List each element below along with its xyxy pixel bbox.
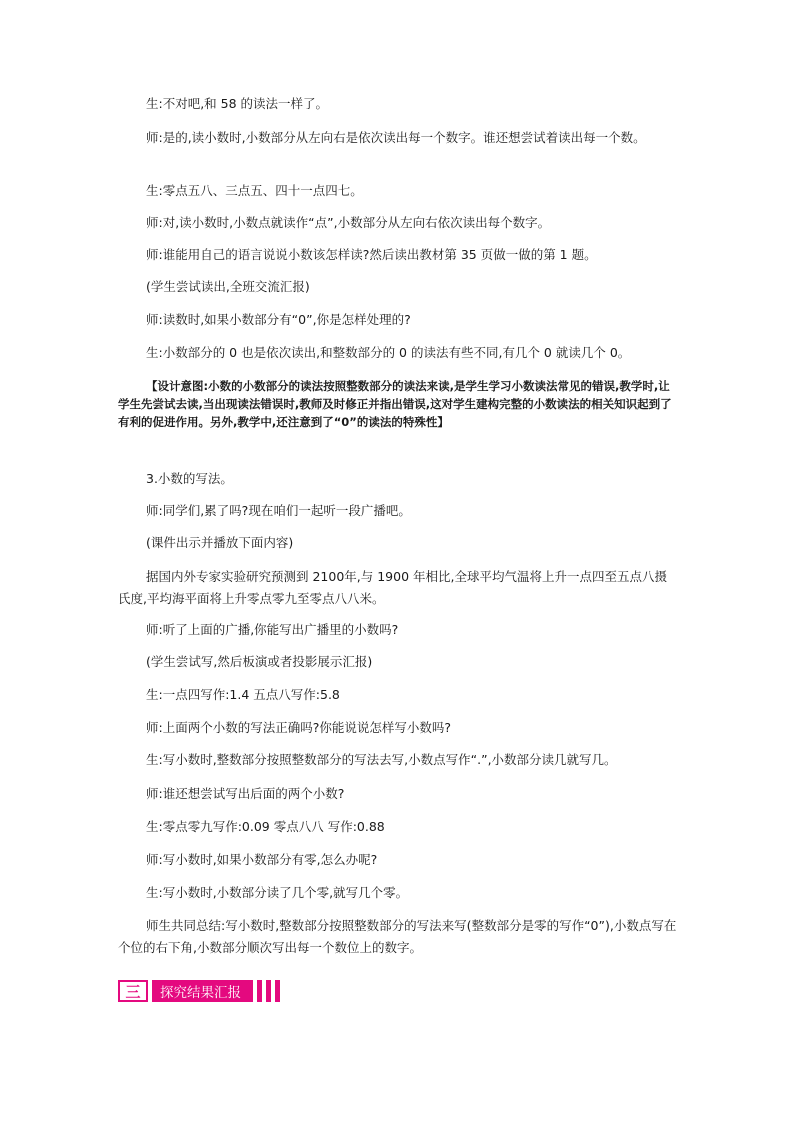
paragraph-teacher-next-numbers: 师:谁还想尝试写出后面的两个小数? <box>146 786 345 801</box>
paragraph-student-examples: 生:零点五八、三点五、四十一点四七。 <box>146 183 363 198</box>
paragraph-student-58: 生:不对吧,和 58 的读法一样了。 <box>146 96 329 111</box>
design-intent-note: 【设计意图:小数的小数部分的读法按照整数部分的读法来读,是学生学习小数读法常见的错误,教学时,让学生先尝试去读,当出现读法错误时,教师及时修正并指出错误,这对学生建构完整的小数读法的相关知识起到了有利的促进作用。另外,教学中,还注意到了“0”的读法的特殊性】 <box>118 379 672 429</box>
section-heading-writing: 3.小数的写法。 <box>146 471 233 486</box>
section-banner <box>118 980 280 1002</box>
paragraph-student-writing-rule: 生:写小数时,整数部分按照整数部分的写法去写,小数点写作“.”,小数部分读几就写几。 <box>146 752 617 767</box>
paragraph-courseware-play: (课件出示并播放下面内容) <box>146 535 294 550</box>
paragraph-teacher-reading-rule: 师:是的,读小数时,小数部分从左向右是依次读出每一个数字。谁还想尝试着读出每一个数。 <box>146 130 646 145</box>
paragraph-student-zero-writing: 生:写小数时,小数部分读了几个零,就写几个零。 <box>146 885 409 900</box>
paragraph-students-try-read: (学生尝试读出,全班交流汇报) <box>146 279 310 294</box>
paragraph-teacher-broadcast: 师:同学们,累了吗?现在咱们一起听一段广播吧。 <box>146 503 411 518</box>
paragraph-student-written-decimals: 生:零点零九写作:0.09 零点八八 写作:0.88 <box>146 819 385 834</box>
banner-stripe-3 <box>275 980 280 1002</box>
paragraph-students-try-write: (学生尝试写,然后板演或者投影展示汇报) <box>146 654 373 669</box>
paragraph-teacher-zero-writing: 师:写小数时,如果小数部分有零,怎么办呢? <box>146 852 378 867</box>
section-number-box: 三 <box>118 980 148 1002</box>
paragraph-teacher-textbook: 师:谁能用自己的语言说说小数该怎样读?然后读出教材第 35 页做一做的第 1 题。 <box>146 247 597 262</box>
banner-stripe-2 <box>266 980 271 1002</box>
paragraph-teacher-correctness: 师:上面两个小数的写法正确吗?你能说说怎样写小数吗? <box>146 720 451 735</box>
paragraph-student-written-numbers: 生:一点四写作:1.4 五点八写作:5.8 <box>146 687 340 702</box>
paragraph-student-zero-answer: 生:小数部分的 0 也是依次读出,和整数部分的 0 的读法有些不同,有几个 0 就读几个 0。 <box>146 345 631 360</box>
paragraph-teacher-write-question: 师:听了上面的广播,你能写出广播里的小数吗? <box>146 622 399 637</box>
banner-stripe-1 <box>257 980 262 1002</box>
paragraph-broadcast-content: 据国内外专家实验研究预测到 2100年,与 1900 年相比,全球平均气温将上升一点四至五点八摄氏度,平均海平面将上升零点零九至零点八八米。 <box>118 569 667 606</box>
paragraph-summary: 师生共同总结:写小数时,整数部分按照整数部分的写法来写(整数部分是零的写作“0”),小数点写在个位的右下角,小数部分顺次写出每一个数位上的数字。 <box>118 918 677 955</box>
paragraph-teacher-point: 师:对,读小数时,小数点就读作“点”,小数部分从左向右依次读出每个数字。 <box>146 215 551 230</box>
section-title: 探究结果汇报 <box>152 980 253 1002</box>
paragraph-teacher-zero-question: 师:读数时,如果小数部分有“0”,你是怎样处理的? <box>146 312 411 327</box>
